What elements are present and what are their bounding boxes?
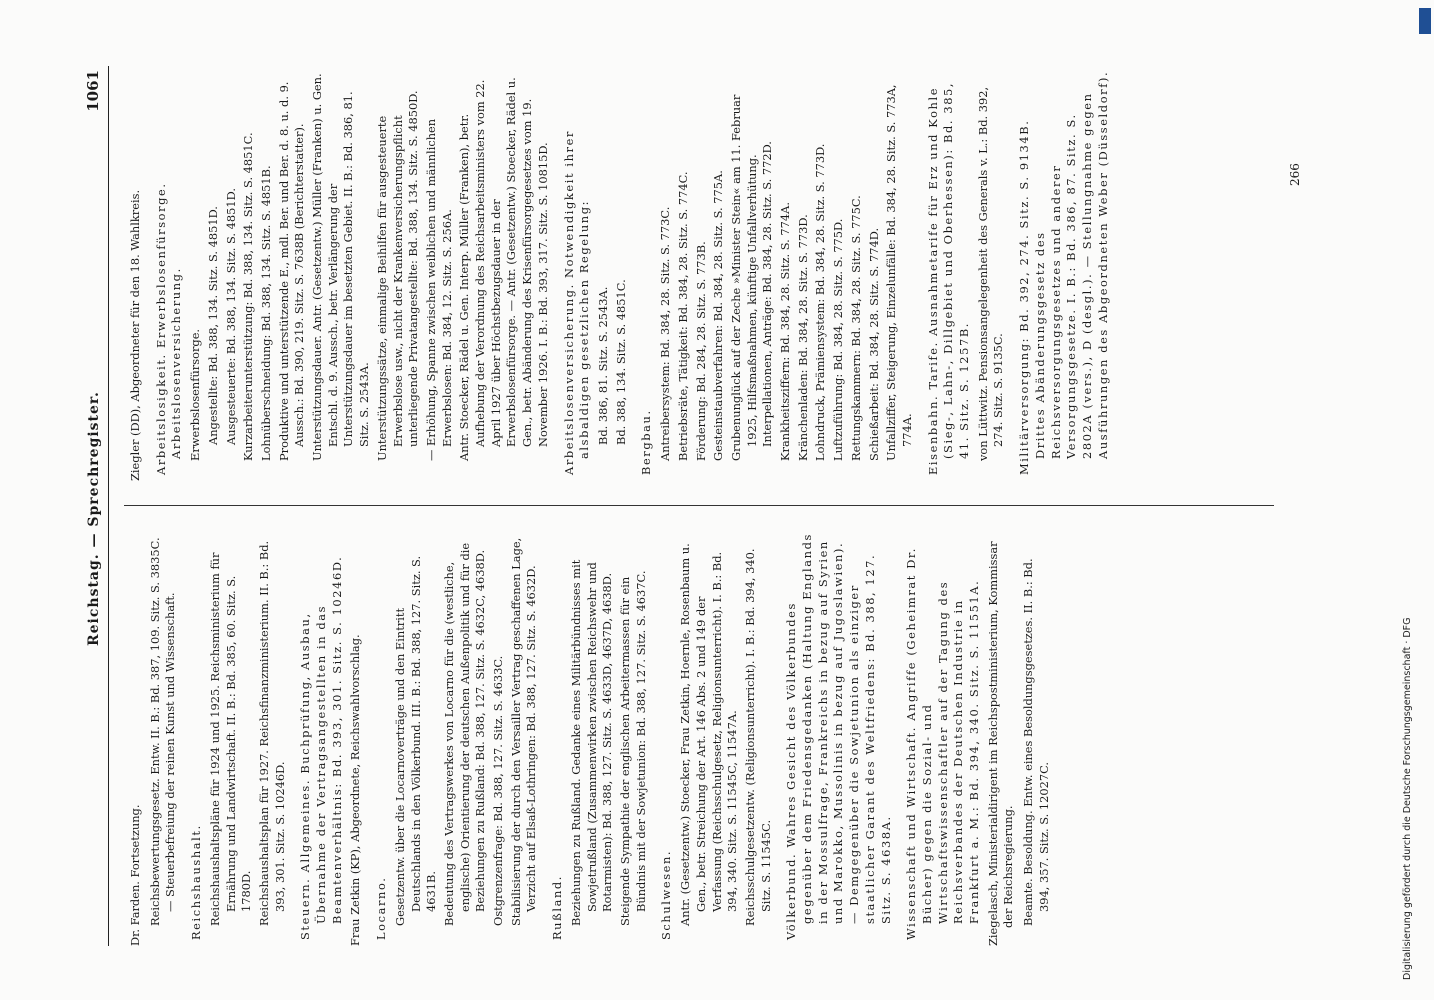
register-subentry: Schießarbeit: Bd. 384, 28. Sitz. S. 774D. (866, 227, 881, 461)
register-topic: Schulwesen. (659, 849, 674, 940)
register-subentry: Steigende Sympathie der englischen Arbeitermassen für ein Bündnis mit der Sowjetunion: Bd. 388, 127. Sitz. S. 4637C. (617, 570, 648, 926)
register-subentry: Grubenunglück auf der Zeche »Minister Stein« am 11. Februar 1925, Hilfsmaßnahmen, künftige Unfallverhütung. Interpellationen, Anträge: Bd. 384, 28. Sitz. S. 772D. (728, 94, 775, 461)
register-topic: Steuern. Allgemeines. Buchprüfung, Ausbau, Übernahme der Vertragsangestellten in das Beamtenverhältnis: Bd. 393, 301. Sitz. S. 10246D. (298, 555, 344, 940)
register-subentry: Unterstützungsdauer. Antr. (Gesetzentw.) Müller (Franken) u. Gen. Entschl. d. 9. Aussch., betr. Verlängerung der Unterstützungsdauer im besetzten Gebiet. II. B.: Bd. 386, 81. Sitz. S. 2543A. (310, 73, 372, 461)
register-subentry: Erwerbslosenfürsorge. (188, 328, 203, 461)
register-subentry: Beziehungen zu Rußland. Gedanke eines Militärbündnisses mit Sowjetrußland (Zusammenwirken zwischen Reichswehr und Rotarmisten): Bd. 388, 127. Sitz. S. 4633D, 4637D, 4638D. (568, 559, 615, 926)
register-subentry: Luftzuführung: Bd. 384, 28. Sitz. S. 775D. (831, 218, 846, 461)
register-subentry: Bedeutung des Vertragswerkes von Locarno für die (westliche, englische) Orientierung der deutschen Außenpolitik und für die Beziehungen zu Rußland: Bd. 388, 127. Sitz. S. 4632C, 4638D. (441, 542, 488, 926)
register-subentry: Reichsbewertungsgesetz. Entw. II. B.: Bd. 387, 109. Sitz. S. 3835C. — Steuerbefreiung der reinen Kunst und Wissenschaft. (147, 537, 178, 926)
page-header (84, 66, 109, 946)
page-number: 1061 (84, 70, 102, 112)
rotated-text-body (84, 66, 1324, 946)
register-entry: Ziegelasch, Ministerialdirigent im Reichspostministerium, Kommissar der Reichsregierung. (985, 541, 1016, 946)
register-subentry: Angestellte: Bd. 388, 134. Sitz. S. 4851D. (205, 206, 220, 445)
register-subentry: Produktive und unterstützende E., mdl. Ber. und Ber. d. 8. u. d. 9. Aussch.: Bd. 390, 219. Sitz. S. 7638B (Berichterstatter). (276, 81, 307, 461)
register-entry: Frau Zetkin (KP), Abgeordnete, Reichswahlvorschlag. (348, 634, 363, 946)
register-subentry: Förderung: Bd. 284, 28. Sitz. S. 773B. (693, 241, 708, 461)
register-subentry: Ostgrenzenfrage: Bd. 388, 127. Sitz. S. 4633C. (491, 655, 506, 926)
register-topic: Arbeitslosigkeit. Erwerbslosenfürsorge. Arbeitslosenversicherung. (153, 182, 184, 475)
register-subentry: Unterstützungssätze, einmalige Beihilfen für ausgesteuerte Erwerbslose usw., nicht der Krankenversicherungspflicht unterliegende Privatangestellte: Bd. 388, 134. Sitz. S. 4850D. (374, 90, 421, 461)
register-entry: Dr. Farden. Fortsetzung. (128, 804, 142, 946)
register-subentry: Rettungskammern: Bd. 384, 28. Sitz. S. 775C. (848, 195, 863, 461)
register-subentry: Beamte. Besoldung. Entw. eines Besoldungsgesetzes. II. B.: Bd. 394, 357. Sitz. S. 12027C. (1021, 558, 1051, 926)
register-topic: Eisenbahn. Tarife. Ausnahmetarife für Erz und Kohle (Sieg-, Lahn-, Dillgebiet und Oberhessen): Bd. 385, 41. Sitz. S. 1257B. (925, 81, 972, 475)
register-topic: Völkerbund. Wahres Gesicht des Völkerbundes gegenüber dem Friedensgedanken (Haltung Englands in der Mossulfrage, Frankreichs in bezug auf Syrien und Marokko, Mussolinis in bezug auf Jugoslawien). — Demgegenüber die Sowjetunion als einziger staatlicher Garant des Weltfriedens: Bd. 388, 127. Sitz. S. 4638A. (784, 533, 893, 940)
right-column (128, 66, 1114, 481)
register-topic: Locarno. (374, 876, 389, 940)
register-subentry: Antreibersystem: Bd. 384, 28. Sitz. S. 773C. (658, 206, 673, 461)
register-subentry: von Lüttwitz. Pensionsangelegenheit des Generals v. L.: Bd. 392, 274. Sitz. S. 9135C. (975, 86, 1006, 461)
register-subentry: Bd. 386, 81. Sitz. S. 2543A. (595, 286, 610, 445)
register-subentry: Unfallziffer, Steigerung, Einzelunfälle: Bd. 384, 28. Sitz. S. 773A, 774A. (884, 84, 914, 461)
register-subentry: Antr. (Gesetzentw.) Stoecker, Frau Zetkin, Hoernle, Rosenbaum u. Gen., betr. Streichung der Art. 146 Abs. 2 und 149 der Verfassung (Reichsschulgesetz, Religionsunterricht). I. B.: Bd. 394, 340. Sitz. S. 11545C, 11547A. (678, 543, 740, 926)
register-subentry: Lohndruck, Prämiensystem: Bd. 384, 28. Sitz. S. 773D. (813, 143, 828, 461)
dfg-logo-icon (1419, 8, 1431, 34)
register-topic: Bergbau. (639, 409, 654, 475)
register-entry: Ziegler (DD), Abgeordneter für den 18. Wahlkreis. (128, 189, 142, 481)
register-subentry: — Erhöhung, Spanne zwischen weiblichen und männlichen Erwerbslosen: Bd. 384, 12. Sitz. S. 256A. (423, 118, 454, 461)
register-subentry: Stabilisierung der durch den Versailler Vertrag geschaffenen Lage, Verzicht auf Elsaß-Lothringen: Bd. 388, 127. Sitz. S. 4632D. (508, 537, 539, 926)
register-topic: Militärversorgung: Bd. 392, 274. Sitz. S. 9134B. Drittes Abänderungsgesetz des Reichsversorgungsgesetzes und anderer Versorgungsgesetze. I. B.: Bd. 386, 87. Sitz. S. 2802A (vers.), D (desgl.). — Stellungnahme gegen Ausführungen des Abgeordneten Weber (Düsseldorf). (1017, 70, 1110, 475)
register-subentry: Krankheitsziffern: Bd. 384, 28. Sitz. S. 774A. (778, 202, 793, 461)
register-subentry: Reichsschulgesetzentw. (Religionsunterricht). I. B.: Bd. 394, 340. Sitz. S. 11545C. (742, 548, 773, 926)
register-subentry: Lohnüberschneidung: Bd. 388, 134. Sitz. S. 4851B. (258, 165, 273, 461)
register-subentry: Kränchenladen: Bd. 384, 28. Sitz. S. 773D. (795, 214, 810, 461)
register-topic: Reichshaushalt. (189, 824, 204, 940)
register-subentry: Reichshaushaltspläne für 1924 und 1925. Reichsministerium für Ernährung und Landwirtschaft. II. B.: Bd. 385, 60. Sitz. S. 1780D. (207, 552, 254, 926)
column-divider (124, 505, 1274, 506)
digitization-credit: Digitalisierung gefördert durch die Deutsche Forschungsgemeinschaft · DFG (1402, 617, 1413, 980)
register-topic: Wissenschaft und Wirtschaft. Angriffe (Geheimrat Dr. Bücher) gegen die Sozial- und Wirtschaftswissenschaftler auf der Tagung des Reichsverbandes der Deutschen Industrie in Frankfurt a. M.: Bd. 394, 340. Sitz. S. 11551A. (904, 547, 982, 940)
register-subentry: Bd. 388, 134. Sitz. S. 4851C. (613, 279, 628, 445)
register-subentry: Gesteinstaubverfahren: Bd. 384, 28. Sitz. S. 775A. (711, 170, 726, 461)
register-subentry: Ausgesteuerte: Bd. 388, 134. Sitz. S. 4851D. (223, 187, 238, 445)
folio-number: 266 (1288, 163, 1302, 186)
left-column (128, 531, 1055, 946)
register-subentry: Gesetzentw. über die Locarnoverträge und den Eintritt Deutschlands in den Völkerbund. III. B.: Bd. 388, 127. Sitz. S. 4631B. (392, 555, 439, 926)
register-subentry: Reichshaushaltsplan für 1927. Reichsfinanzministerium. II. B.: Bd. 393, 301. Sitz. S. 10246D. (256, 540, 287, 926)
register-subentry: Betriebsräte, Tätigkeit: Bd. 384, 28. Sitz. S. 774C. (675, 171, 690, 461)
register-topic: Rußland. (550, 874, 565, 940)
register-topic: Arbeitslosenversicherung. Notwendigkeit ihrer alsbaldigen gesetzlichen Regelung: (561, 130, 592, 475)
page-title: Reichstag. — Sprechregister. (86, 391, 102, 646)
register-subentry: Kurzarbeiterunterstützung: Bd. 388, 134. Sitz. S. 4851C. (241, 132, 256, 461)
register-subentry: Antr. Stoecker, Rädel u. Gen. Interp. Müller (Franken), betr. Aufhebung der Verordnung des Reichsarbeitsministers vom 22. April 1927 über Höchstbezugsdauer in der Erwerbslosenfürsorge. — Antr. (Gesetzentw.) Stoecker, Rädel u. Gen., betr. Abänderung des Krisenfürsorgegesetzes vom 19. November 1926. I. B.: Bd. 393, 317. Sitz. S. 10815D. (457, 77, 550, 461)
